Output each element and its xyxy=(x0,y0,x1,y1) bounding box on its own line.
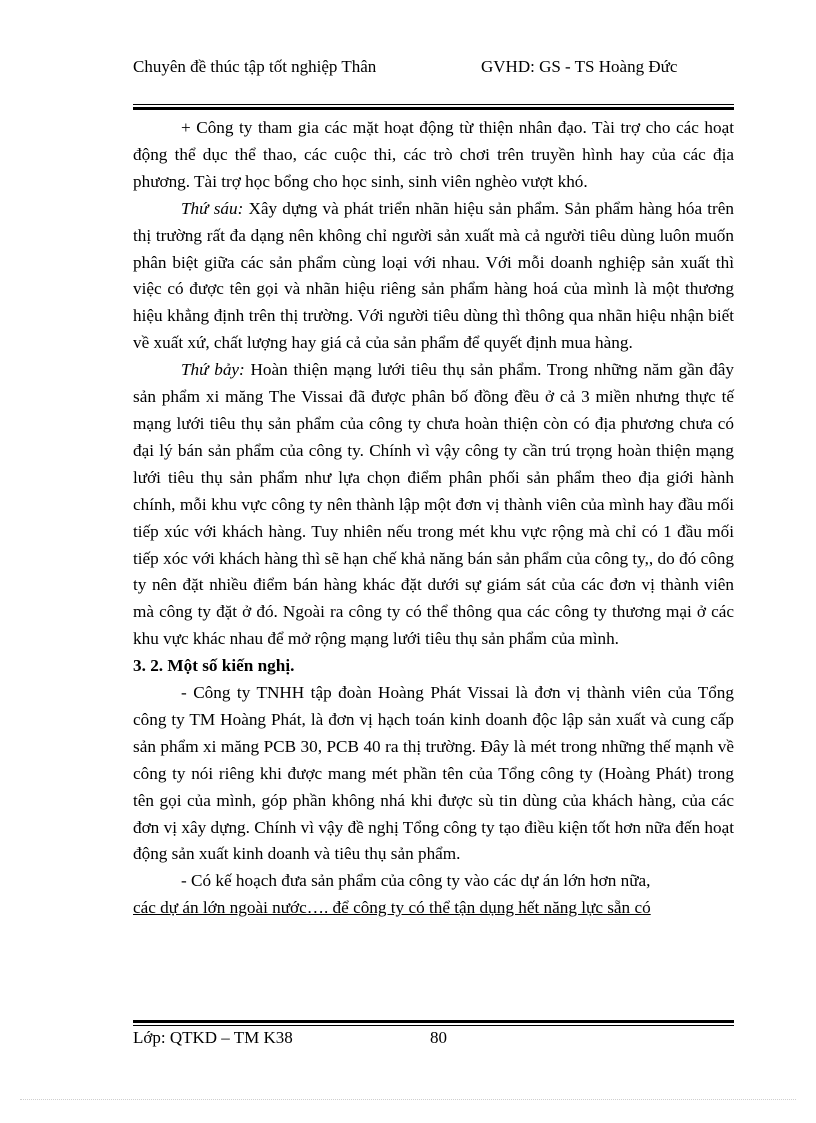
page-number: 80 xyxy=(430,1028,447,1047)
recommendation-1: - Công ty TNHH tập đoàn Hoàng Phát Vissai là đơn vị thành viên của Tổng công ty TM Hoàng Phát, là đơn vị hạch toán kinh doanh độc lập sản xuất và cung cấp sản phẩm xi măng PCB 30, PCB 40 ra thị trường. Đây là mét trong những thế mạnh về công ty nói riêng khi được mang mét phần tên của Tổng công ty (Hoàng Phát) trong tên gọi của mình, góp phần không nhá khi được sù tin dùng của khách hàng, của các đơn vị xây dựng. Chính vì vậy đề nghị Tổng công ty tạo điều kiện tốt hơn nữa đến hoạt động sản xuất kinh doanh và tiêu thụ sản phẩm. xyxy=(133,683,734,864)
footer-rule-thick xyxy=(133,1020,734,1023)
header-rule-thin xyxy=(133,104,734,105)
paragraph-lead-seventh: Thứ bảy: xyxy=(181,360,245,380)
document-body xyxy=(133,115,734,922)
paragraph-sixth xyxy=(133,196,734,357)
paragraph-text-sixth: Xây dựng và phát triển nhãn hiệu sản phẩm. Sản phẩm hàng hóa trên thị trường rất đa dạng nên không chỉ người sản xuất mà cả người tiêu dùng luôn muốn phân biệt giữa các sản phẩm cùng loại với nhau. Với mỗi doanh nghiệp sản xuất thì việc có được tên gọi và nhãn hiệu riêng sản phẩm hàng hoá của mình là một thương hiệu khẳng định trên thị trường. Với người tiêu dùng thì thông qua nhãn hiệu nhận biết về xuất xứ, chất lượng hay giá cả của sản phẩm để quyết định mua hàng. xyxy=(133,198,734,353)
header-report-title: Chuyên đề thúc tập tốt nghiệp Thân xyxy=(133,57,377,76)
paragraph-charity: + Công ty tham gia các mặt hoạt động từ thiện nhân đạo. Tài trợ cho các hoạt động thể dục thể thao, các cuộc thi, các trò chơi trên truyền hình hay của các địa phương. Tài trợ học bổng cho học sinh, sinh viên nghèo vượt khó. xyxy=(133,118,734,191)
recommendation-2: - Có kế hoạch đưa sản phẩm của công ty vào các dự án lớn hơn nữa, xyxy=(181,871,651,891)
section-heading: 3. 2. Một số kiến nghị. xyxy=(133,656,295,676)
paragraph-seventh xyxy=(133,357,734,653)
page-edge-divider xyxy=(20,1099,796,1100)
paragraph-lead-sixth: Thứ sáu: xyxy=(181,198,244,218)
header-advisor: GVHD: GS - TS Hoàng Đức xyxy=(481,57,678,76)
recommendation-2-continuation: các dự án lớn ngoài nước…. để công ty có thể tận dụng hết năng lực sẵn có xyxy=(133,898,651,918)
paragraph-text-seventh: Hoàn thiện mạng lưới tiêu thụ sản phẩm. Trong những năm gần đây sản phẩm xi măng The Vissai đã được phân bố đồng đều ở cả 3 miền nhưng thực tế mạng lưới tiêu thụ sản phẩm của công ty chưa hoàn thiện còn có địa phương chưa có đại lý bán sản phẩm của công ty. Chính vì vậy công ty cần trú trọng hoàn thiện mạng lưới tiêu thụ sản phẩm như lựa chọn điểm phân phối sản phẩm theo địa giới hành chính, mỗi khu vực công ty nên thành lập một đơn vị thành viên của mình hay đầu mối tiếp xúc với khách hàng. Tuy nhiên nếu trong mét khu vực rộng mà chỉ có 1 đầu mối tiếp xóc với khách hàng thì sẽ hạn chế khả năng bán sản phẩm của công ty,, do đó công ty nên đặt nhiều điểm bán hàng khác đặt dưới sự giám sát của các đơn vị thành viên mà công ty đặt ở đó. Ngoài ra công ty có thể thông qua các công ty thương mại ở các khu vực khác nhau để mở rộng mạng lưới tiêu thụ sản phẩm của mình. xyxy=(133,360,734,649)
footer-class-label: Lớp: QTKD – TM K38 xyxy=(133,1028,293,1047)
footer-rule-thin xyxy=(133,1025,734,1026)
header-rule-thick xyxy=(133,107,734,110)
